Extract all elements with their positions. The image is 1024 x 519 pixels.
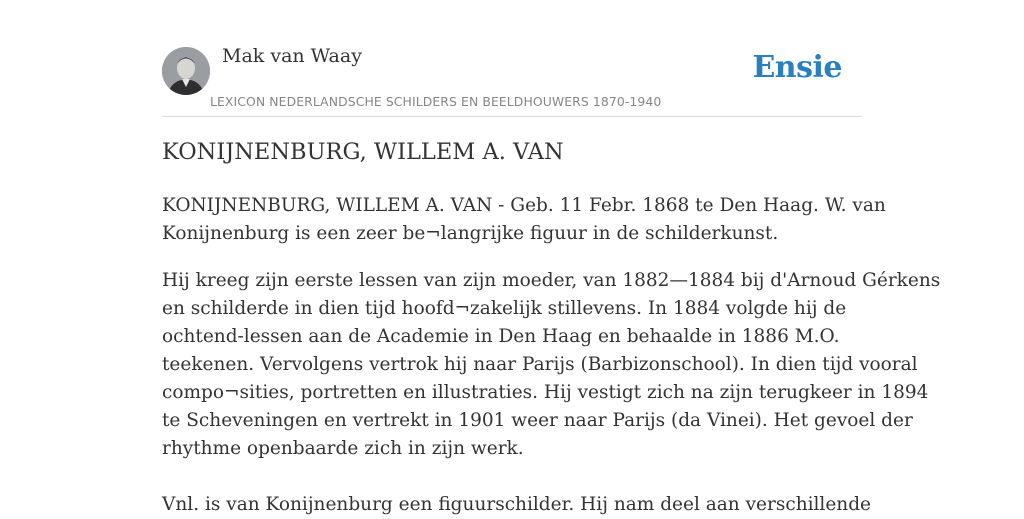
author-name[interactable]: Mak van Waay <box>222 45 362 67</box>
source-title[interactable]: LEXICON NEDERLANDSCHE SCHILDERS EN BEELDHOUWERS 1870-1940 <box>210 94 662 109</box>
article-page <box>162 0 941 515</box>
paragraph-line: Vnl. is van Konijnenburg een figuurschilder. Hij nam deel aan verschillende <box>162 494 872 515</box>
paragraph-line: KONIJNENBURG, WILLEM A. VAN - Geb. 11 Febr. 1868 te Den Haag. W. van <box>162 195 886 216</box>
article-header <box>162 0 862 117</box>
article-title: KONIJNENBURG, WILLEM A. VAN <box>162 139 564 165</box>
paragraph-line: rhythme openbaarde zich in zijn werk. <box>162 438 524 459</box>
portrait-icon <box>162 47 210 95</box>
author-avatar[interactable] <box>162 47 210 95</box>
paragraph-line: compo¬sities, portretten en illustraties. Hij vestigt zich na zijn terugkeer in 1894 <box>162 382 929 403</box>
paragraph-line: Hij kreeg zijn eerste lessen van zijn moeder, van 1882—1884 bij d'Arnoud Gérkens <box>162 270 941 291</box>
paragraph-line: ochtend-lessen aan de Academie in Den Haag en behaalde in 1886 M.O. <box>162 326 840 347</box>
body-paragraph <box>162 491 871 519</box>
body-paragraph <box>162 267 940 463</box>
paragraph-line: teekenen. Vervolgens vertrok hij naar Parijs (Barbizonschool). In dien tijd vooral <box>162 354 918 375</box>
intro-paragraph <box>162 192 886 248</box>
brand-logo[interactable]: Ensie <box>752 50 842 85</box>
paragraph-line: te Scheveningen en vertrekt in 1901 weer naar Parijs (da Vinei). Het gevoel der <box>162 410 913 431</box>
paragraph-line: en schilderde in dien tijd hoofd¬zakelijk stillevens. In 1884 volgde hij de <box>162 298 847 319</box>
paragraph-line: Konijnenburg is een zeer be¬langrijke figuur in de schilderkunst. <box>162 223 779 244</box>
